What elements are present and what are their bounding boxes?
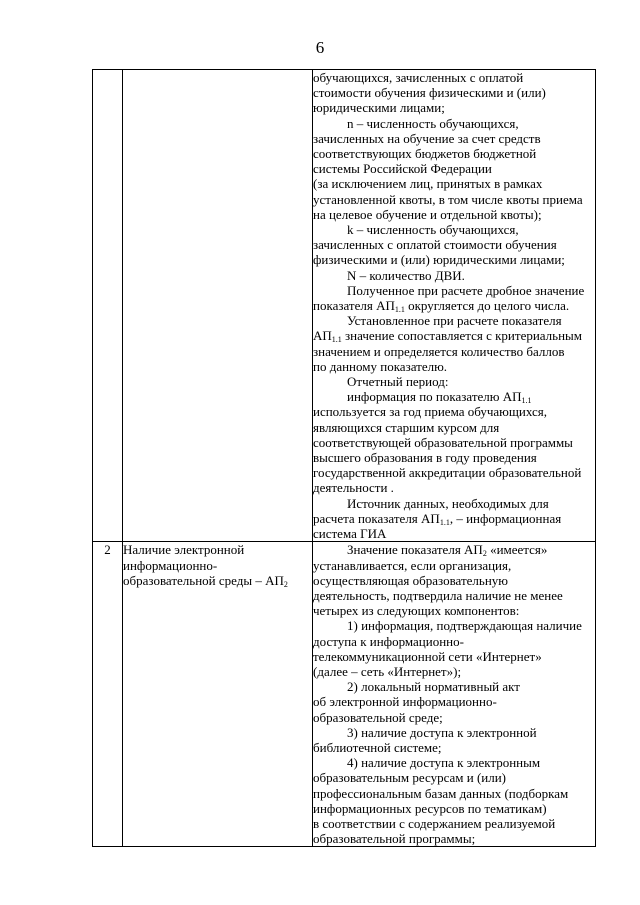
text-segment: (за исключением лиц, принятых в рамках	[313, 176, 543, 192]
text-segment: по данному показателю.	[313, 358, 448, 374]
table-row	[93, 70, 596, 542]
text-segment: N – количество ДВИ.	[347, 267, 465, 283]
text-segment: (далее – сеть «Интернет»);	[313, 663, 462, 679]
text-segment: деятельности .	[313, 480, 394, 496]
text-segment: Отчетный период:	[347, 374, 449, 390]
text-line	[313, 573, 595, 588]
text-line	[313, 526, 595, 541]
text-line	[313, 100, 595, 115]
text-segment: используется за год приема обучающихся,	[313, 404, 547, 420]
text-line	[313, 207, 595, 222]
text-line	[313, 146, 595, 161]
text-segment: четырех из следующих компонентов:	[313, 603, 520, 619]
text-segment: Источник данных, необходимых для	[347, 495, 549, 511]
subscript: 2	[482, 549, 487, 559]
text-segment: система ГИА	[313, 526, 387, 542]
text-segment: образовательным ресурсам и (или)	[313, 770, 507, 786]
text-line	[313, 511, 595, 526]
text-segment: телекоммуникационной сети «Интернет»	[313, 648, 542, 664]
text-line	[313, 480, 595, 495]
text-segment: Установленное при расчете показателя	[347, 313, 562, 329]
text-segment: 3) наличие доступа к электронной	[347, 724, 537, 740]
text-segment: показателя АП	[313, 298, 395, 314]
text-line	[313, 344, 595, 359]
text-segment: зачисленных с оплатой стоимости обучения	[313, 237, 557, 253]
indicator-description	[313, 542, 596, 847]
text-line	[313, 420, 595, 435]
text-segment: об электронной информационно-	[313, 694, 497, 710]
text-line	[123, 558, 312, 573]
text-line	[313, 252, 595, 267]
table-row	[93, 542, 596, 847]
criteria-table	[92, 69, 596, 847]
text-line	[313, 649, 595, 664]
text-segment: юридическими лицами;	[313, 100, 445, 116]
text-line	[313, 389, 595, 404]
text-segment: соответствующей образовательной программы	[313, 434, 573, 450]
text-segment: расчета показателя АП	[313, 510, 440, 526]
text-segment: зачисленных на обучение за счет средств	[313, 130, 541, 146]
text-line	[313, 268, 595, 283]
text-segment: n – численность обучающихся,	[347, 115, 519, 131]
text-line	[313, 558, 595, 573]
subscript: 1.1	[394, 305, 405, 315]
text-line	[313, 328, 595, 343]
text-line	[313, 404, 595, 419]
text-segment: высшего образования в году проведения	[313, 450, 537, 466]
text-line	[313, 435, 595, 450]
row-number: 2	[93, 542, 123, 847]
text-line	[313, 710, 595, 725]
text-segment: на целевое обучение и отдельной квоты);	[313, 206, 542, 222]
text-segment: установленной квоты, в том числе квоты приема	[313, 191, 583, 207]
indicator-name	[123, 542, 313, 847]
text-line	[313, 786, 595, 801]
text-segment: образовательной среды – АП	[123, 572, 284, 588]
text-segment: профессиональным базам данных (подборкам	[313, 785, 569, 801]
text-segment: деятельность, подтвердила наличие не менее	[313, 587, 563, 603]
text-line	[313, 542, 595, 557]
text-line	[123, 573, 312, 588]
text-segment: Наличие электронной	[123, 542, 245, 558]
text-line	[313, 131, 595, 146]
subscript: 1.1	[439, 517, 450, 527]
text-line	[313, 222, 595, 237]
text-segment: значением и определяется количество баллов	[313, 343, 565, 359]
text-segment: стоимости обучения физическими и (или)	[313, 85, 546, 101]
text-line	[313, 816, 595, 831]
text-segment: образовательной среде;	[313, 709, 443, 725]
text-segment: Полученное при расчете дробное значение	[347, 282, 585, 298]
text-segment: являющихся старшим курсом для	[313, 419, 500, 435]
row-number	[93, 70, 123, 542]
text-segment: физическими и (или) юридическими лицами;	[313, 252, 565, 268]
text-segment: образовательной программы;	[313, 831, 476, 847]
text-segment: системы Российской Федерации	[313, 161, 492, 177]
text-line	[313, 831, 595, 846]
page-number: 6	[315, 38, 325, 57]
text-segment: Значение показателя АП	[347, 542, 483, 558]
indicator-description	[313, 70, 596, 542]
text-line	[313, 374, 595, 389]
text-segment: округляется до целого числа.	[404, 298, 570, 314]
text-line	[313, 359, 595, 374]
subscript: 1.1	[331, 335, 342, 345]
text-line	[313, 694, 595, 709]
text-segment: 4) наличие доступа к электронным	[347, 755, 541, 771]
text-segment: библиотечной системе;	[313, 739, 442, 755]
text-line	[313, 313, 595, 328]
text-segment: значение сопоставляется с критериальным	[341, 328, 583, 344]
text-line	[313, 770, 595, 785]
text-line	[313, 298, 595, 313]
text-segment: 1) информация, подтверждающая наличие	[347, 618, 582, 634]
text-segment: соответствующих бюджетов бюджетной	[313, 146, 537, 162]
text-line	[313, 801, 595, 816]
text-line	[123, 542, 312, 557]
text-segment: информационно-	[123, 557, 218, 573]
text-line	[313, 192, 595, 207]
text-line	[313, 85, 595, 100]
text-segment: устанавливается, если организация,	[313, 557, 512, 573]
text-segment: информационных ресурсов по тематикам)	[313, 800, 547, 816]
text-line	[313, 679, 595, 694]
text-line	[313, 755, 595, 770]
text-line	[313, 588, 595, 603]
text-segment: k – численность обучающихся,	[347, 222, 519, 238]
text-line	[313, 176, 595, 191]
text-segment: «имеется»	[486, 542, 548, 558]
text-line	[313, 283, 595, 298]
text-line	[313, 70, 595, 85]
text-line	[313, 740, 595, 755]
text-segment: доступа к информационно-	[313, 633, 464, 649]
text-segment: информация по показателю АП	[347, 389, 522, 405]
text-line	[313, 496, 595, 511]
text-segment: 2) локальный нормативный акт	[347, 679, 520, 695]
text-segment: осуществляющая образовательную	[313, 572, 509, 588]
subscript: 2	[283, 579, 288, 589]
text-line	[313, 116, 595, 131]
text-segment: государственной аккредитации образовательной	[313, 465, 582, 481]
indicator-name	[123, 70, 313, 542]
text-line	[313, 465, 595, 480]
text-segment: АП	[313, 328, 332, 344]
text-segment: в соответствии с содержанием реализуемой	[313, 815, 556, 831]
text-line	[313, 237, 595, 252]
text-line	[313, 634, 595, 649]
text-line	[313, 618, 595, 633]
text-line	[313, 725, 595, 740]
text-segment: , – информационная	[449, 510, 562, 526]
text-line	[313, 450, 595, 465]
subscript: 1.1	[521, 396, 532, 406]
text-segment: обучающихся, зачисленных с оплатой	[313, 70, 524, 85]
text-line	[313, 603, 595, 618]
text-line	[313, 161, 595, 176]
text-line	[313, 664, 595, 679]
